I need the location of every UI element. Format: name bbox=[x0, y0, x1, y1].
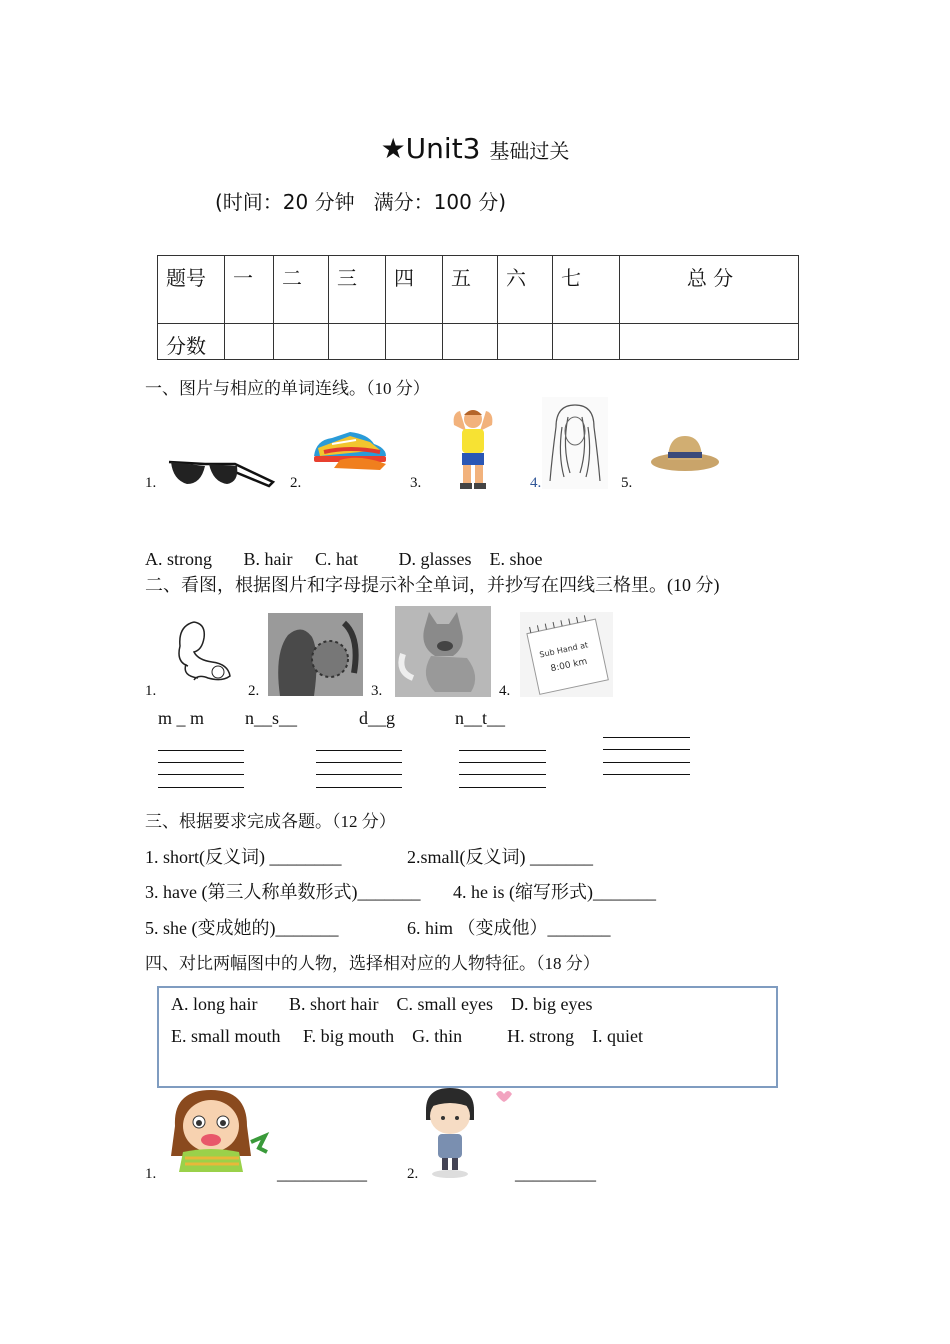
options-row: E. small mouth F. big mouth G. thin H. strong I. quiet bbox=[171, 1026, 644, 1046]
section4-heading: 四、对比两幅图中的人物，选择相对应的人物特征。（18 分） bbox=[145, 954, 600, 973]
score-header-cell: 题号 bbox=[158, 256, 225, 324]
item-number: 2. bbox=[248, 683, 260, 699]
word-hint: m _ m bbox=[158, 708, 205, 728]
score-header-cell: 一 bbox=[225, 256, 274, 324]
score-header-cell: 六 bbox=[498, 256, 553, 324]
item-number: 2. bbox=[407, 1166, 419, 1182]
score-header-cell: 三 bbox=[329, 256, 386, 324]
score-cell[interactable] bbox=[274, 324, 329, 360]
mother-icon bbox=[168, 616, 236, 686]
score-cell[interactable] bbox=[386, 324, 443, 360]
score-table bbox=[157, 255, 799, 360]
item-number: 1. bbox=[145, 1166, 157, 1182]
section3-heading: 三、根据要求完成各题。（12 分） bbox=[145, 812, 396, 831]
page-title bbox=[0, 132, 950, 165]
nose-icon bbox=[268, 613, 363, 696]
word-hint: n__t__ bbox=[455, 708, 506, 728]
question: 5. she (变成她的)_______ bbox=[145, 918, 339, 938]
question: 4. he is (缩写形式)_______ bbox=[453, 882, 656, 902]
section1-options: A. strong B. hair C. hat D. glasses E. shoe bbox=[145, 549, 543, 569]
answer-blank[interactable]: __________ bbox=[277, 1163, 367, 1183]
hat-icon bbox=[650, 430, 720, 474]
item-number: 4. bbox=[499, 683, 511, 699]
item-number: 3. bbox=[410, 475, 422, 491]
answer-blank[interactable]: _________ bbox=[515, 1163, 596, 1183]
item-number: 2. bbox=[290, 475, 302, 491]
question: 2.small(反义词) _______ bbox=[407, 847, 593, 867]
options-row: A. long hair B. short hair C. small eyes D. big eyes bbox=[171, 994, 593, 1014]
item-number: 3. bbox=[371, 683, 383, 699]
question: 6. him （变成他）_______ bbox=[407, 918, 611, 938]
score-cell[interactable] bbox=[498, 324, 553, 360]
score-header-cell: 五 bbox=[443, 256, 498, 324]
dog-icon bbox=[395, 606, 491, 697]
score-header-cell: 总 分 bbox=[620, 256, 799, 324]
section1-heading: 一、图片与相应的单词连线。（10 分） bbox=[145, 379, 430, 398]
score-cell[interactable] bbox=[225, 324, 274, 360]
strong-man-icon bbox=[450, 405, 496, 491]
word-hint: n__s__ bbox=[245, 708, 298, 728]
long-hair-icon bbox=[542, 397, 608, 489]
note-text: Sub Hand at bbox=[538, 640, 589, 660]
item-number: 1. bbox=[145, 475, 157, 491]
item-number: 5. bbox=[621, 475, 633, 491]
title-en: ★Unit3 bbox=[380, 132, 481, 165]
score-cell[interactable] bbox=[553, 324, 620, 360]
note-text: 8:00 km bbox=[549, 656, 589, 675]
note-icon bbox=[520, 612, 613, 697]
score-header-cell: 七 bbox=[553, 256, 620, 324]
girl-icon bbox=[155, 1086, 270, 1174]
score-header-cell: 四 bbox=[386, 256, 443, 324]
shoe-icon bbox=[310, 426, 390, 472]
item-number: 4. bbox=[530, 475, 542, 491]
score-cell[interactable] bbox=[329, 324, 386, 360]
title-cn: 基础过关 bbox=[489, 139, 570, 163]
question: 1. short(反义词) ________ bbox=[145, 847, 342, 867]
question: 3. have (第三人称单数形式)_______ bbox=[145, 882, 421, 902]
score-cell[interactable] bbox=[620, 324, 799, 360]
section2-heading: 二、看图，根据图片和字母提示补全单词，并抄写在四线三格里。(10 分) bbox=[145, 575, 720, 595]
boy-icon bbox=[420, 1086, 516, 1182]
score-cell[interactable] bbox=[443, 324, 498, 360]
word-hint: d__g bbox=[359, 708, 395, 728]
score-header-cell: 二 bbox=[274, 256, 329, 324]
score-row-label: 分数 bbox=[158, 324, 225, 360]
item-number: 1. bbox=[145, 683, 157, 699]
page-subtitle: (时间：20 分钟 满分：100 分) bbox=[215, 190, 507, 214]
glasses-icon bbox=[165, 452, 277, 492]
